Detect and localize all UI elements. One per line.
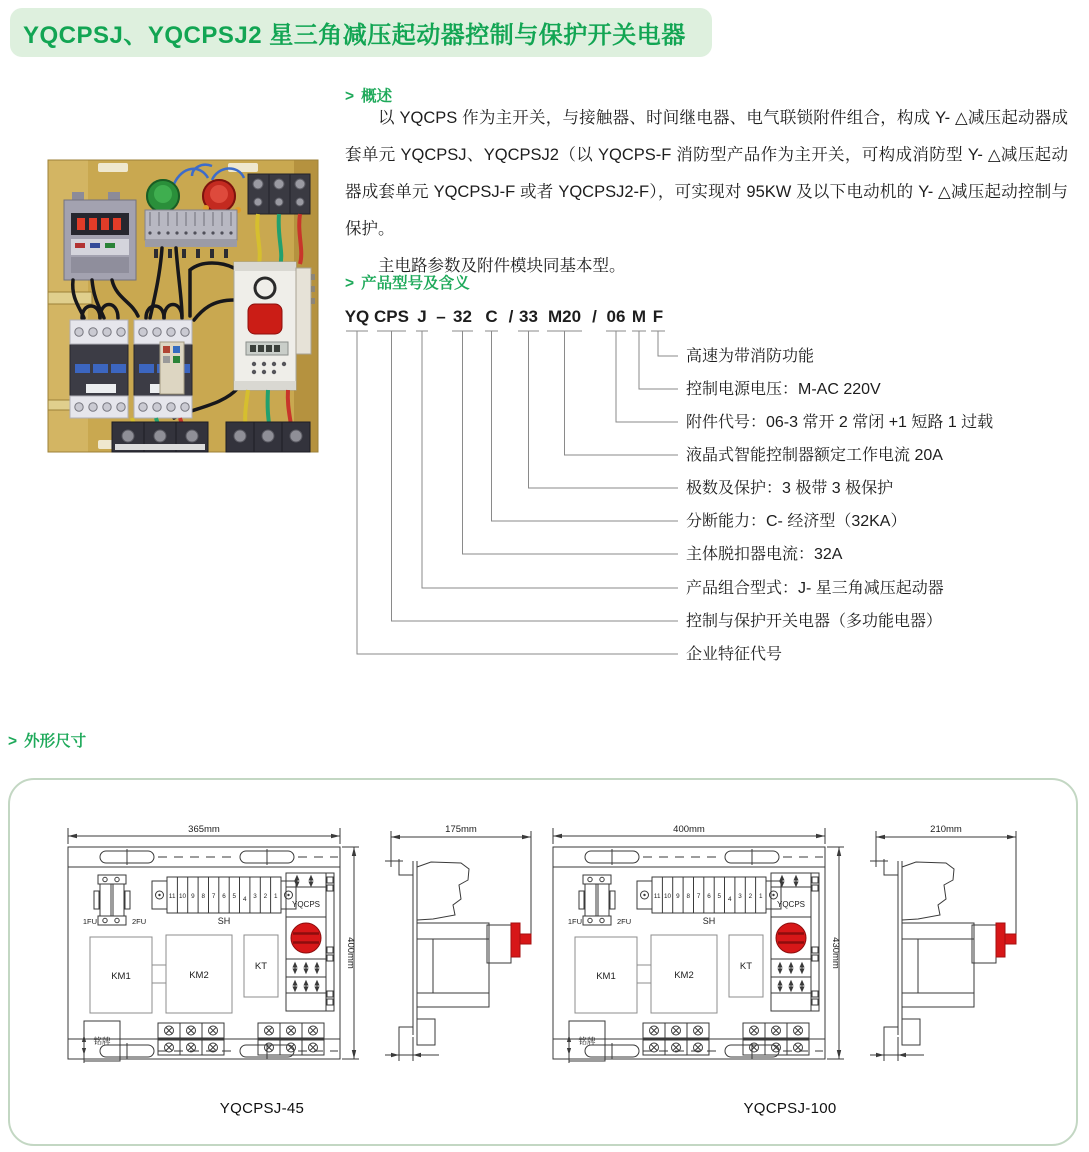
model-meaning: 产品组合型式：J- 星三角减压起动器 [686,580,944,597]
svg-text:8: 8 [201,893,205,900]
svg-text:1: 1 [273,893,278,900]
strip-label: SH [217,916,231,926]
svg-text:3: 3 [738,893,742,900]
model-meaning: 控制与保护开关电器（多功能电器） [686,613,943,630]
height-dimension: 400mm [345,937,356,969]
model-token: 06 [606,307,626,326]
svg-text:7: 7 [696,893,701,900]
model-code-diagram [340,298,1089,680]
svg-text:4: 4 [727,896,732,903]
caption-yqcpsj45: YQCPSJ-45 [219,1100,305,1117]
model-meaning: 附件代号：06-3 常开 2 常闭 +1 短路 1 过载 [686,414,994,431]
model-token: / [508,307,514,326]
model-meaning: 企业特征代号 [686,646,783,663]
strip-label: SH [702,916,716,926]
model-heading [345,271,470,293]
nameplate-label: 铭牌 [93,1036,111,1046]
km1-label: KM1 [596,971,616,982]
km1-label: KM1 [111,971,131,982]
side-width-dimension: 210mm [930,824,962,835]
caption-yqcpsj100: YQCPSJ-100 [743,1100,837,1117]
plan-drawing-yqcpsj45 [54,823,366,1075]
kt-label: KT [254,961,268,972]
side-drawing-yqcpsj100 [868,823,1028,1075]
km2-label: KM2 [674,970,694,981]
svg-text:10: 10 [178,893,187,900]
width-dimension: 365mm [188,824,220,835]
model-token: J [417,307,427,326]
svg-text:9: 9 [191,893,195,900]
model-token: YQ [344,307,370,326]
svg-text:10: 10 [663,893,672,900]
svg-text:2: 2 [263,893,268,900]
svg-text:1: 1 [758,893,763,900]
strip-numbers [654,893,763,903]
overview-heading-label: 概述 [361,88,393,105]
overview-para-2: 主电路参数及附件模块同基本型。 [378,257,626,275]
plan-drawing-yqcpsj100 [539,823,851,1075]
device-label: YQCPS [291,900,321,909]
kt-label: KT [739,961,753,972]
fuse1-label: 1FU [567,917,582,926]
width-dimension: 400mm [673,824,705,835]
model-code-tokens [345,307,663,326]
model-token: M [631,307,647,326]
svg-text:5: 5 [717,893,722,900]
page-title: YQCPSJ、YQCPSJ2 星三角减压起动器控制与保护开关电器 [10,8,712,57]
model-heading-label: 产品型号及含义 [361,275,470,292]
svg-text:11: 11 [168,893,176,900]
side-drawing-yqcpsj45 [383,823,543,1075]
model-token: / [592,307,597,326]
overview-para-1: 以 YQCPS 作为主开关，与接触器、时间继电器、电气联锁附件组合，构成 Y- △减压起动器成套单元 YQCPSJ、YQCPSJ2（以 YQCPS-F 消防型产品作为主开关，可构成消防型 Y- △减压起动器成套单元 YQCPSJ-F 或者 YQCPSJ2-F），可实现对 95KW 及以下电动机的 Y- △减压起动控制与保护。 [345,109,1068,238]
nameplate-label: 铭牌 [578,1036,596,1046]
svg-text:2: 2 [748,893,753,900]
model-meaning: 极数及保护：3 极带 3 极保护 [686,480,894,497]
side-module [296,268,311,354]
strip-numbers [169,893,278,903]
heading-prefix: > [8,733,18,750]
model-meaning: 分断能力：C- 经济型（32KA） [686,513,907,530]
fuse1-label: 1FU [82,917,97,926]
svg-text:5: 5 [232,893,237,900]
height-dimension: 430mm [830,937,841,969]
side-width-dimension: 175mm [445,824,477,835]
model-token: M20 [547,307,582,326]
model-token: CPS [374,307,409,326]
timer-relay [64,192,136,280]
fuse2-label: 2FU [132,917,147,926]
model-token: – [436,307,446,326]
red-knob [248,304,282,334]
model-meaning: 主体脱扣器电流：32A [686,546,843,563]
svg-text:11: 11 [653,893,661,900]
svg-text:9: 9 [676,893,680,900]
device-label: YQCPS [776,900,806,909]
model-code-connectors [346,331,678,654]
model-code-meanings [686,346,993,663]
model-meaning: 高速为带消防功能 [686,348,815,365]
model-meaning: 液晶式智能控制器额定工作电流 20A [686,447,943,464]
svg-text:3: 3 [253,893,257,900]
fuse2-label: 2FU [617,917,632,926]
product-photo [42,150,334,465]
model-token: 32 [453,307,472,326]
dimensions-heading-label: 外形尺寸 [24,733,87,750]
svg-text:8: 8 [686,893,690,900]
model-meaning: 控制电源电压：M-AC 220V [686,381,881,398]
model-token: C [485,307,498,326]
svg-text:7: 7 [211,893,216,900]
svg-text:6: 6 [222,893,226,900]
dimensions-heading [8,729,86,751]
heading-prefix: > [345,275,355,292]
km2-label: KM2 [189,970,209,981]
svg-text:4: 4 [242,896,247,903]
overview-paragraphs [345,100,1068,285]
model-token: 33 [519,307,538,326]
model-token: F [652,307,664,326]
heading-prefix: > [345,88,355,105]
svg-text:6: 6 [707,893,711,900]
